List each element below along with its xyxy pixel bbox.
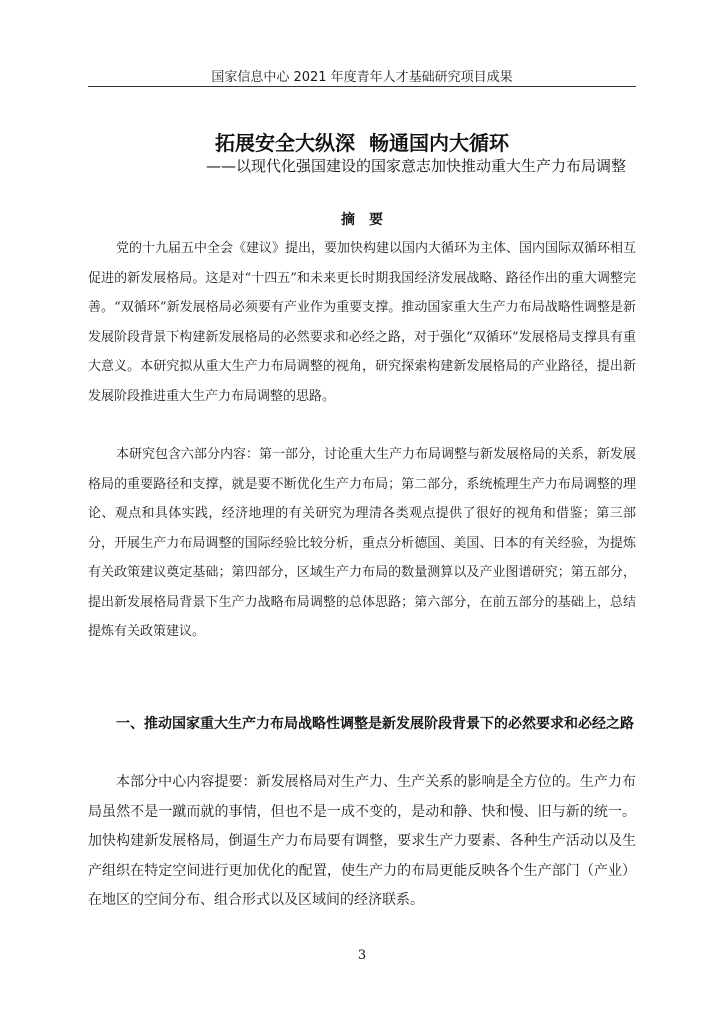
abstract-paragraph-1: 党的十九届五中全会《建议》提出，要加快构建以国内大循环为主体、国内国际双循环相互促进的新发展格局。这是对“十四五”和未来更长时期我国经济发展战略、路径作出的重大调整完善。“双循环”新发展格局必须要有产业作为重要支撑。推动国家重大生产力布局战略性调整是新发展阶段背景下构建新发展格局的必然要求和必经之路，对于强化“双循环”发展格局支撑具有重大意义。本研究拟从重大生产力布局调整的视角，研究探索构建新发展格局的产业路径，提出新发展阶段推进重大生产力布局调整的思路。 [88, 241, 637, 404]
running-header: 国家信息中心 2021 年度青年人才基础研究项目成果 [211, 70, 513, 85]
section-1-paragraph: 本部分中心内容提要：新发展格局对生产力、生产关系的影响是全方位的。生产力布局虽然不是一蹴而就的事情，但也不是一成不变的，是动和静、快和慢、旧与新的统一。加快构建新发展格局，倒逼生产力布局要有调整，要求生产力要素、各种生产活动以及生产组织在特定空间进行更加优化的配置，使生产力的布局更能反映各个生产部门（产业）在地区的空间分布、组合形式以及区域间的经济联系。 [88, 774, 636, 908]
page-number: 3 [357, 948, 367, 963]
document-title: 拓展安全大纵深 畅通国内大循环 [215, 131, 509, 156]
section-1-heading: 一、推动国家重大生产力布局战略性调整是新发展阶段背景下的必然要求和必经之路 [116, 716, 634, 732]
header-divider [88, 86, 636, 87]
abstract-paragraph-2: 本研究包含六部分内容：第一部分，讨论重大生产力布局调整与新发展格局的关系，新发展格局的重要路径和支撑，就是要不断优化生产力布局；第二部分，系统梳理生产力布局调整的理论、观点和具体实践，经济地理的有关研究为理清各类观点提供了很好的视角和借鉴；第三部分，开展生产力布局调整的国际经验比较分析，重点分析德国、美国、日本的有关经验，为提炼有关政策建议奠定基础；第四部分，区域生产力布局的数量测算以及产业图谱研究；第五部分，提出新发展格局背景下生产力战略布局调整的总体思路；第六部分，在前五部分的基础上，总结提炼有关政策建议。 [88, 447, 637, 639]
abstract-heading: 摘要 [341, 212, 397, 228]
document-subtitle: ——以现代化强国建设的国家意志加快推动重大生产力布局调整 [205, 157, 626, 175]
